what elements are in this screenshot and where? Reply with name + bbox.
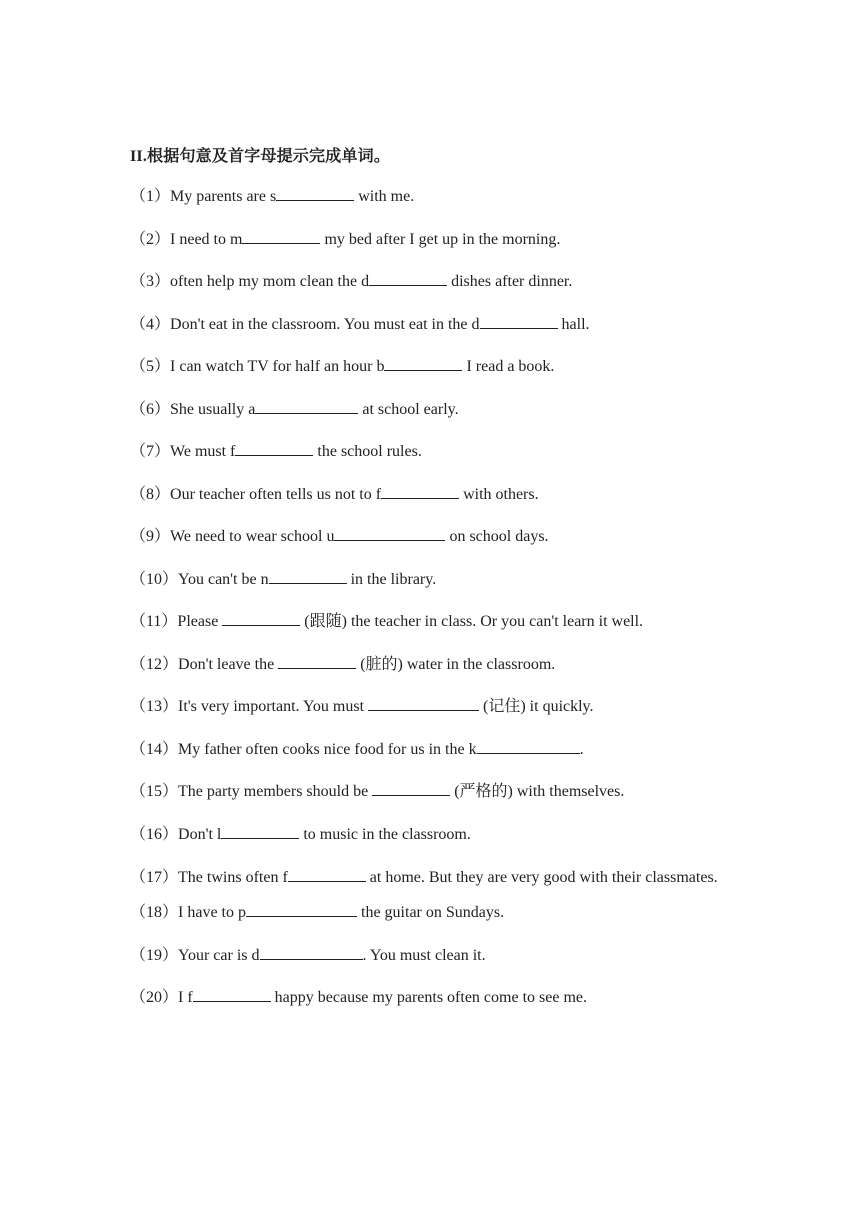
- question-number: （5）: [130, 358, 171, 375]
- question-text-after: .: [579, 740, 584, 758]
- answer-blank[interactable]: [269, 568, 347, 584]
- question-text-before: often help my mom clean the d: [170, 273, 370, 290]
- question-item: [130, 985, 730, 1011]
- question-text-before: I need to m: [170, 230, 243, 248]
- question-text-before: My father often cooks nice food for us in the k: [178, 740, 477, 758]
- question-number: （3）: [130, 273, 171, 290]
- question-text-after: with others.: [459, 485, 539, 503]
- question-text-after: hall.: [557, 315, 590, 333]
- question-number: （2）: [130, 230, 171, 248]
- question-text-after: (跟随) the teacher in class. Or you can't learn it well.: [300, 613, 644, 630]
- question-item: [130, 861, 730, 894]
- question-number: （17）: [130, 869, 179, 886]
- question-text-after: at home. But they are very good with their classmates.: [365, 869, 718, 886]
- question-number: （10）: [130, 570, 179, 588]
- question-text-after: my bed after I get up in the morning.: [320, 230, 561, 248]
- question-number: （8）: [130, 485, 171, 503]
- answer-blank[interactable]: [246, 901, 357, 917]
- answer-blank[interactable]: [480, 313, 558, 329]
- question-text-before: She usually a: [170, 400, 256, 418]
- question-number: （19）: [130, 946, 179, 964]
- question-item: [130, 439, 730, 465]
- question-list: [130, 184, 730, 1028]
- question-text-after: in the library.: [346, 570, 437, 588]
- question-number: （13）: [130, 698, 179, 715]
- answer-blank[interactable]: [260, 944, 363, 960]
- answer-blank[interactable]: [222, 610, 300, 626]
- question-item: [130, 524, 730, 550]
- question-text-before: I f: [178, 989, 193, 1006]
- question-item: [130, 397, 730, 423]
- question-number: （11）: [130, 613, 178, 630]
- question-item: [130, 184, 730, 210]
- answer-blank[interactable]: [381, 483, 459, 499]
- question-number: （1）: [130, 188, 171, 205]
- question-item: [130, 312, 730, 338]
- question-item: [130, 737, 730, 763]
- answer-blank[interactable]: [235, 440, 313, 456]
- question-text-before: Your car is d: [178, 946, 260, 964]
- question-item: [130, 694, 730, 720]
- question-text-before: It's very important. You must: [178, 698, 369, 715]
- answer-blank[interactable]: [372, 780, 450, 796]
- question-item: [130, 609, 730, 635]
- question-item: [130, 354, 730, 380]
- question-text-after: . You must clean it.: [362, 946, 486, 964]
- answer-blank[interactable]: [242, 228, 320, 244]
- question-number: （20）: [130, 989, 179, 1006]
- question-text-before: We need to wear school u: [170, 528, 335, 545]
- answer-blank[interactable]: [477, 738, 580, 754]
- question-text-after: to music in the classroom.: [299, 825, 471, 843]
- question-number: （9）: [130, 528, 171, 545]
- question-text-after: with me.: [354, 188, 415, 205]
- question-text-after: (记住) it quickly.: [479, 698, 594, 715]
- question-text-after: at school early.: [358, 400, 459, 418]
- answer-blank[interactable]: [384, 355, 462, 371]
- question-text-after: the school rules.: [313, 443, 422, 460]
- question-number: （18）: [130, 904, 179, 921]
- question-text-after: I read a book.: [462, 358, 555, 375]
- question-item: [130, 900, 730, 926]
- question-text-after: (脏的) water in the classroom.: [356, 655, 556, 673]
- question-text-after: happy because my parents often come to see me.: [270, 989, 587, 1006]
- answer-blank[interactable]: [334, 525, 445, 541]
- question-item: [130, 269, 730, 295]
- question-item: [130, 943, 730, 969]
- question-item: [130, 779, 730, 805]
- question-number: （7）: [130, 443, 171, 460]
- question-text-before: Don't leave the: [178, 655, 279, 673]
- question-item: [130, 822, 730, 848]
- answer-blank[interactable]: [278, 653, 356, 669]
- question-number: （12）: [130, 655, 179, 673]
- question-text-before: You can't be n: [178, 570, 269, 588]
- answer-blank[interactable]: [369, 270, 447, 286]
- question-text-before: Don't eat in the classroom. You must eat in the d: [170, 315, 480, 333]
- answer-blank[interactable]: [193, 986, 271, 1002]
- question-text-before: I have to p: [178, 904, 246, 921]
- answer-blank[interactable]: [288, 866, 366, 882]
- answer-blank[interactable]: [221, 823, 299, 839]
- question-text-before: The party members should be: [178, 783, 373, 800]
- question-text-before: Our teacher often tells us not to f: [170, 485, 382, 503]
- question-text-after: (严格的) with themselves.: [450, 783, 625, 800]
- answer-blank[interactable]: [276, 185, 354, 201]
- question-text-after: dishes after dinner.: [447, 273, 573, 290]
- question-number: （4）: [130, 315, 171, 333]
- question-text-before: My parents are s: [170, 188, 277, 205]
- question-text-after: the guitar on Sundays.: [357, 904, 505, 921]
- answer-blank[interactable]: [368, 695, 479, 711]
- question-item: [130, 227, 730, 253]
- question-text-after: on school days.: [445, 528, 549, 545]
- question-number: （16）: [130, 825, 179, 843]
- question-number: （14）: [130, 740, 179, 758]
- question-number: （6）: [130, 400, 171, 418]
- answer-blank[interactable]: [255, 398, 358, 414]
- question-number: （15）: [130, 783, 179, 800]
- question-text-before: Don't l: [178, 825, 222, 843]
- question-text-before: Please: [177, 613, 223, 630]
- question-text-before: The twins often f: [178, 869, 288, 886]
- section-heading: II.根据句意及首字母提示完成单词。: [130, 148, 391, 165]
- question-text-before: I can watch TV for half an hour b: [170, 358, 385, 375]
- question-text-before: We must f: [170, 443, 236, 460]
- question-item: [130, 567, 730, 593]
- question-item: [130, 652, 730, 678]
- question-item: [130, 482, 730, 508]
